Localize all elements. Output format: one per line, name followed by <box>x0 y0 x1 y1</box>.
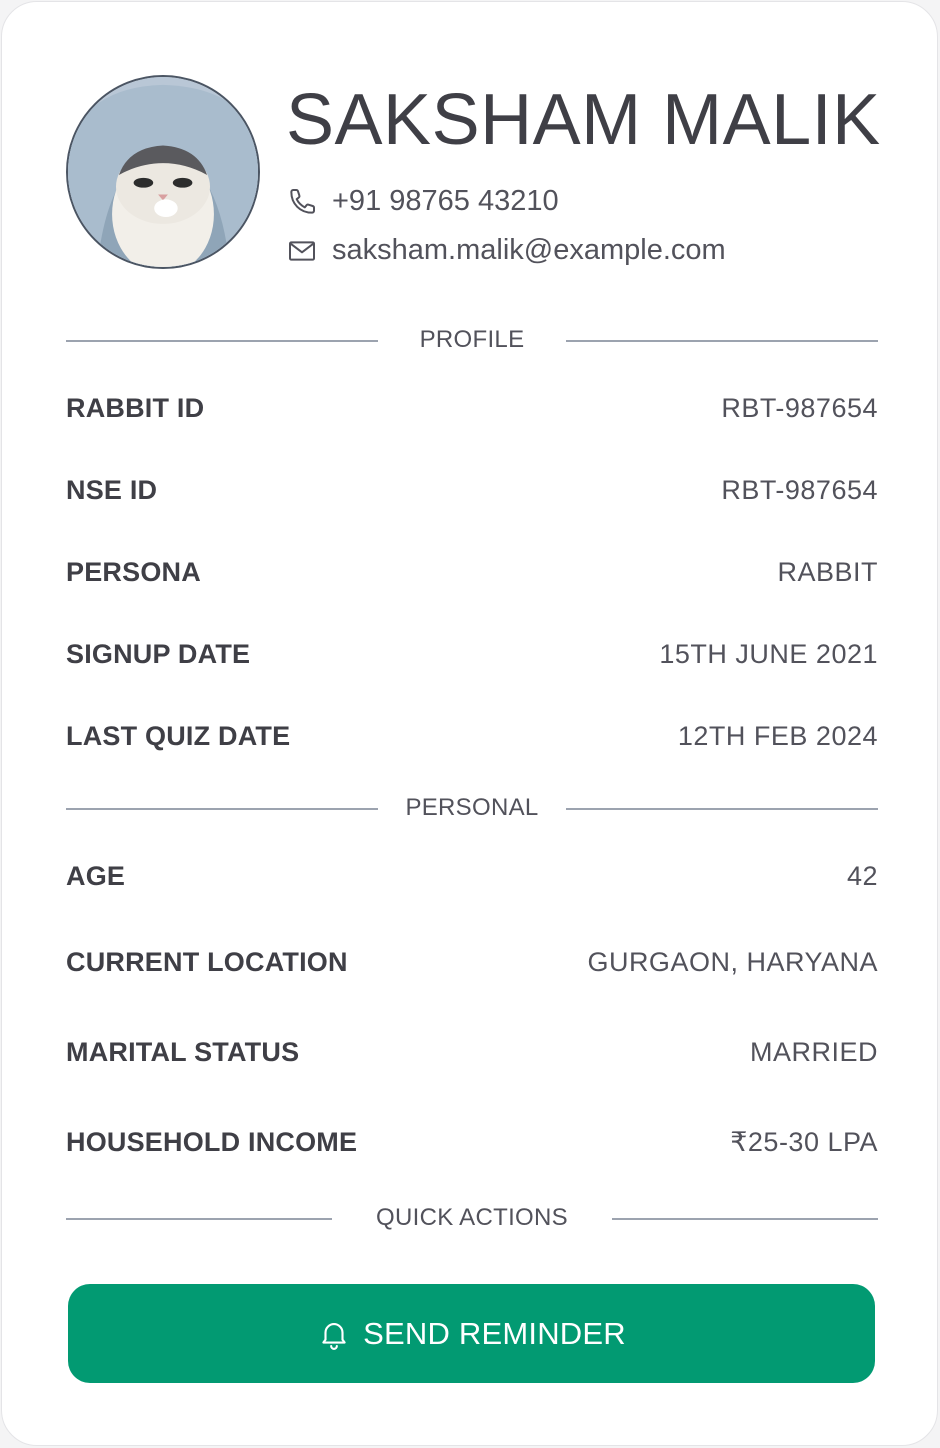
phone-icon <box>286 186 318 218</box>
row-label: PERSONA <box>66 556 201 587</box>
email-contact[interactable] <box>286 234 726 267</box>
row-value: RBT-987654 <box>721 392 878 423</box>
row-label: CURRENT LOCATION <box>66 946 348 977</box>
row-signup-date <box>66 634 878 674</box>
row-nse-id <box>66 470 878 510</box>
row-age <box>66 856 878 896</box>
email-address: saksham.malik@example.com <box>332 234 726 266</box>
row-household-income <box>66 1122 878 1162</box>
mail-icon <box>286 235 318 267</box>
row-label: MARITAL STATUS <box>66 1036 300 1067</box>
row-label: AGE <box>66 860 126 891</box>
user-name: SAKSHAM MALIK <box>286 80 881 160</box>
section-divider-profile <box>66 320 878 360</box>
section-title-personal: PERSONAL <box>405 794 539 821</box>
row-persona <box>66 552 878 592</box>
send-reminder-button[interactable] <box>68 1284 875 1383</box>
row-value: 12TH FEB 2024 <box>677 720 878 751</box>
row-label: RABBIT ID <box>66 392 205 423</box>
section-divider-personal <box>66 788 878 828</box>
row-value: ₹25-30 LPA <box>730 1126 878 1157</box>
row-value: 42 <box>846 860 878 891</box>
row-label: NSE ID <box>66 474 158 505</box>
section-title-quick-actions: QUICK ACTIONS <box>376 1204 568 1231</box>
row-value: RABBIT <box>777 556 878 587</box>
row-label: SIGNUP DATE <box>66 638 251 669</box>
row-value: 15TH JUNE 2021 <box>659 638 878 669</box>
phone-number: +91 98765 43210 <box>332 185 559 217</box>
row-current-location <box>66 942 878 982</box>
row-value: RBT-987654 <box>721 474 878 505</box>
section-divider-quick-actions <box>66 1198 878 1238</box>
row-value: GURGAON, HARYANA <box>587 946 878 977</box>
send-reminder-label: SEND REMINDER <box>363 1315 626 1351</box>
row-label: LAST QUIZ DATE <box>66 720 291 751</box>
avatar <box>66 75 260 269</box>
bell-icon <box>317 1317 351 1351</box>
section-title-profile: PROFILE <box>419 326 525 353</box>
row-marital-status <box>66 1032 878 1072</box>
row-value: MARRIED <box>749 1036 878 1067</box>
cat-avatar-icon <box>68 77 258 267</box>
row-rabbit-id <box>66 388 878 428</box>
row-last-quiz-date <box>66 716 878 756</box>
phone-contact[interactable] <box>286 185 559 218</box>
row-label: HOUSEHOLD INCOME <box>66 1126 358 1157</box>
profile-card <box>1 1 938 1446</box>
